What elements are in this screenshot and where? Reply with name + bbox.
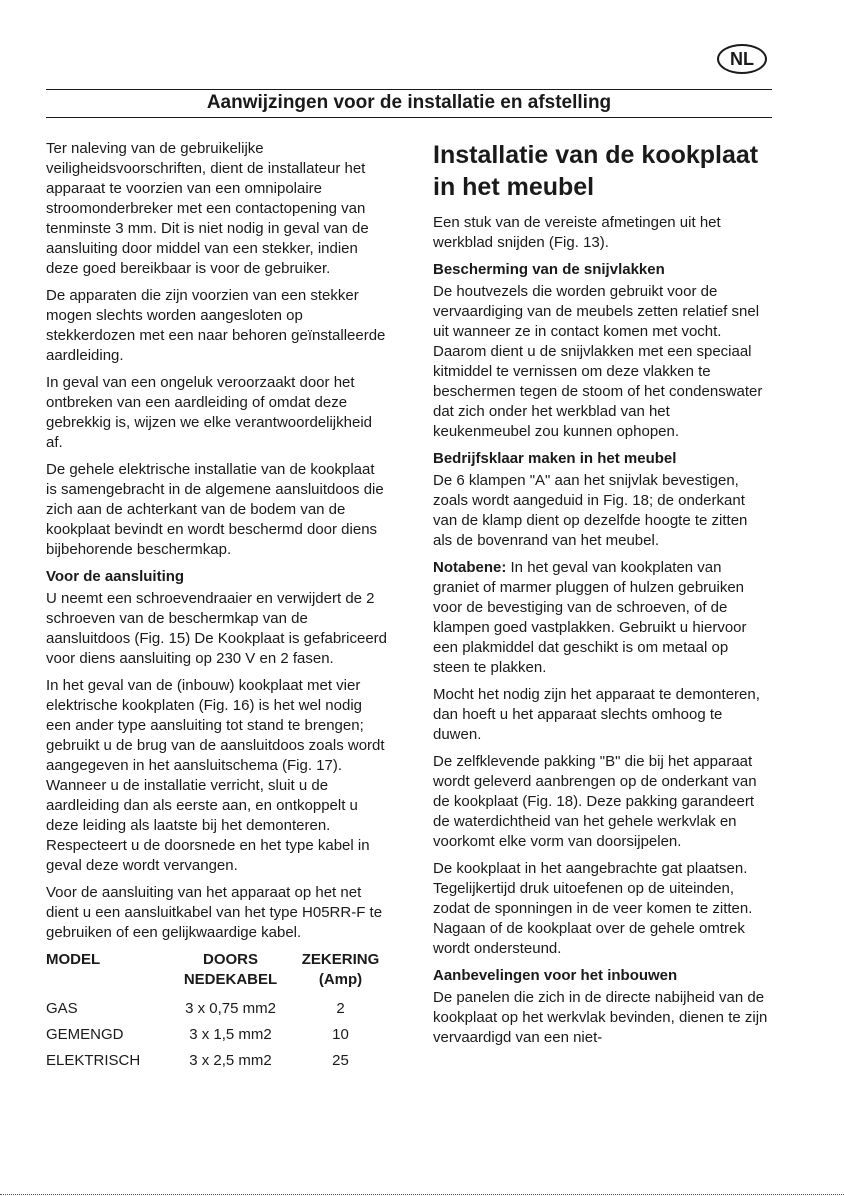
column-header-fuse: ZEKERING (Amp) — [301, 951, 380, 988]
table-row — [46, 1022, 388, 1048]
cable-fuse-table — [46, 950, 388, 1074]
notabene-label: Notabene: — [433, 559, 507, 576]
table-cell: 3 x 0,75 mm2 — [185, 1000, 276, 1017]
paragraph: In geval van een ongeluk veroorzaakt door het ontbreken van een aardleiding of omdat deze gebrekkig is, wijzen we elke verantwoordelijkheid af. — [46, 374, 372, 451]
table-row — [46, 990, 388, 1022]
paragraph: De 6 klampen "A" aan het snijvlak bevestigen, zoals wordt aangeduid in Fig. 18; de onderkant van de klamp dient op dezelfde hoogte te zitten als de bovenrand van het meubel. — [433, 472, 748, 549]
left-column — [46, 139, 388, 1074]
section-heading: Aanbevelingen voor het inbouwen — [433, 967, 678, 984]
table-cell: 2 — [336, 1000, 345, 1017]
paragraph: In het geval van de (inbouw) kookplaat met vier elektrische kookplaten (Fig. 16) is het wel nodig een ander type aansluiting tot stand te brengen; gebruikt u de brug van de aansluitdoos zoals wordt aangegeven in het aansluitschema (Fig. 17). Wanneer u de installatie verricht, sluit u de aardleiding dan als eerste aan, en ontkoppelt u deze leiding als laatste bij het demonteren. Respecteert u de doorsnede en het type kabel in geval deze wordt vervangen. — [46, 677, 385, 874]
table-header-row — [46, 950, 388, 990]
paragraph: De zelfklevende pakking "B" die bij het apparaat wordt geleverd aanbrengen op de onderkant van de kookplaat (Fig. 18). Deze pakking garandeert de waterdichtheid van het gehele werkvlak en voorkomt elke vorm van doorsijpelen. — [433, 753, 757, 850]
column-header-model: MODEL — [46, 951, 101, 968]
paragraph: U neemt een schroevendraaier en verwijdert de 2 schroeven van de beschermkap van de aansluitdoos (Fig. 15) De Kookplaat is gefabriceerd voor diens aansluiting op 230 V en 2 fasen. — [46, 590, 388, 667]
language-badge: NL — [717, 44, 767, 74]
column-header-cross-section: DOORS NEDEKABEL — [183, 951, 278, 988]
paragraph: De houtvezels die worden gebruikt voor de vervaardiging van de meubels zetten relatief snel uit wanneer ze in contact komen met vocht. Daarom dient u de snijvlakken met een speciaal kitmiddel te vernissen om deze vlakken te beschermen tegen de stoom of het condenswater dat zich onder het werkblad van het keukenmeubel zou kunnen ophopen. — [433, 283, 763, 440]
table-cell: GEMENGD — [46, 1026, 124, 1043]
table-row — [46, 1048, 388, 1074]
paragraph: Mocht het nodig zijn het apparaat te demonteren, dan hoeft u het apparaat slechts omhoog te duwen. — [433, 686, 760, 743]
header-rule-bottom — [46, 117, 772, 118]
notabene-text: In het geval van kookplaten van graniet of marmer pluggen of hulzen gebruiken voor de bevestiging van de schroeven, of de klampen goed vastplakken. Gebruikt u hiervoor een plakmiddel dat geschikt is om metaal op steen te plakken. — [433, 559, 747, 676]
paragraph: Ter naleving van de gebruikelijke veiligheidsvoorschriften, dient de installateur het apparaat te voorzien van een omnipolaire stroomonderbreker met een contactopening van tenminste 3 mm. Dit is niet nodig in geval van de aansluiting door middel van een stekker, indien deze goed bereikbaar is voor de gebruiker. — [46, 140, 369, 277]
paragraph: Een stuk van de vereiste afmetingen uit het werkblad snijden (Fig. 13). — [433, 214, 721, 251]
right-column — [433, 139, 769, 1055]
paragraph: De apparaten die zijn voorzien van een stekker mogen slechts worden aangesloten op stekkerdozen met een naar behoren geïnstalleerde aardleiding. — [46, 287, 386, 364]
table-cell: 3 x 2,5 mm2 — [189, 1052, 272, 1069]
page-bottom-edge — [0, 1194, 844, 1195]
table-cell: 25 — [332, 1052, 349, 1069]
section-heading: Bedrijfsklaar maken in het meubel — [433, 450, 677, 467]
paragraph: Voor de aansluiting van het apparaat op het net dient u een aansluitkabel van het type H05RR-F te gebruiken of een gelijkwaardige kabel. — [46, 884, 383, 941]
section-heading: Bescherming van de snijvlakken — [433, 261, 665, 278]
table-cell: 10 — [332, 1026, 349, 1043]
paragraph: De panelen die zich in de directe nabijheid van de kookplaat op het werkvlak bevinden, dienen te zijn vervaardigd van een niet- — [433, 989, 768, 1046]
notabene-paragraph — [433, 558, 769, 678]
paragraph: De gehele elektrische installatie van de kookplaat is samengebracht in de algemene aansluitdoos die zich aan de achterkant van de bodem van de kookplaat bevindt en wordt beschermd door diens bijbehorende beschermkap. — [46, 461, 384, 558]
paragraph: De kookplaat in het aangebrachte gat plaatsen. Tegelijkertijd druk uitoefenen op de uiteinden, zodat de sponningen in de veer komen te zitten. Nagaan of de kookplaat over de gehele omtrek wordt ondersteund. — [433, 860, 753, 957]
table-cell: ELEKTRISCH — [46, 1052, 141, 1069]
section-title: Installatie van de kookplaat in het meubel — [433, 141, 759, 201]
section-heading: Voor de aansluiting — [46, 568, 185, 585]
page-title: Aanwijzingen voor de installatie en afstelling — [206, 92, 612, 113]
table-cell: 3 x 1,5 mm2 — [189, 1026, 272, 1043]
table-cell: GAS — [46, 1000, 78, 1017]
